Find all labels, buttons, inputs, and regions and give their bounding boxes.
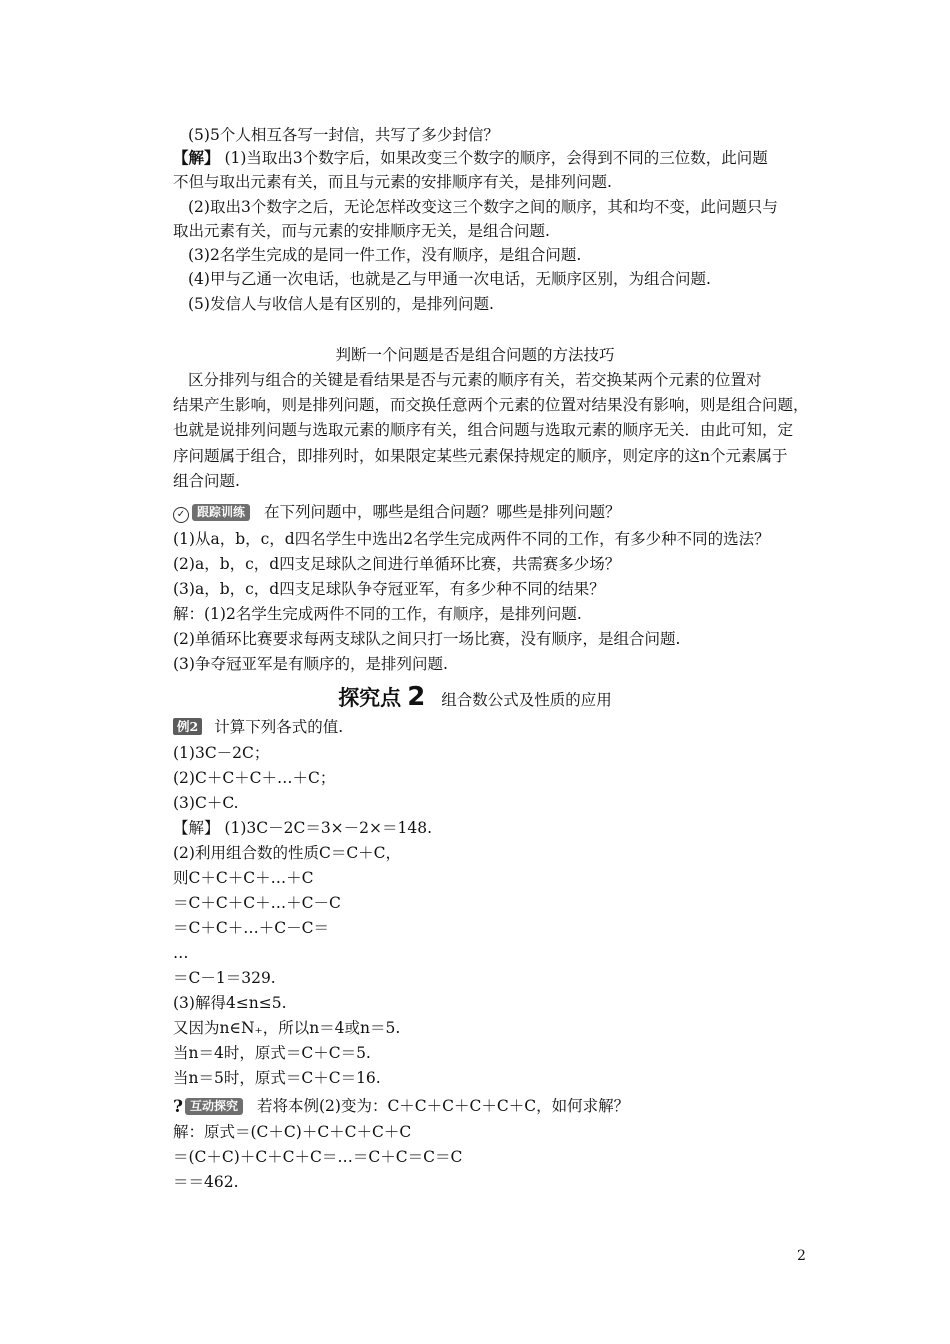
practice-item: (1)从a，b，c，d四名学生中选出2名学生完成两件不同的工作，有多少种不同的选法？: [173, 530, 770, 548]
example-header: [173, 717, 343, 737]
example-line: 则C＋C＋C＋…＋C: [173, 869, 314, 887]
method-title: 判断一个问题是否是组合问题的方法技巧: [335, 346, 615, 364]
solution-line-5: (3)2名学生完成的是同一件工作，没有顺序，是组合问题.: [188, 246, 582, 264]
section-title: 探究点: [338, 686, 402, 710]
practice-item: (3)争夺冠亚军是有顺序的，是排列问题.: [173, 655, 448, 673]
practice-item: 解：(1)2名学生完成两件不同的工作，有顺序，是排列问题.: [173, 605, 582, 623]
method-line-4: 序问题属于组合，即排列时，如果限定某些元素保持规定的顺序，则定序的这n个元素属于: [173, 447, 788, 465]
example-line: (2)利用组合数的性质C＝C＋C，: [173, 844, 402, 862]
practice-question: 在下列问题中，哪些是组合问题？哪些是排列问题？: [264, 503, 621, 521]
example-line: ＝C＋C＋…＋C－C＝: [173, 919, 329, 937]
solution-label: 【解】: [173, 148, 220, 167]
solution-line-2: 不但与取出元素有关，而且与元素的安排顺序有关，是排列问题.: [173, 173, 612, 191]
solution-line-6: (4)甲与乙通一次电话，也就是乙与甲通一次电话，无顺序区别，为组合问题.: [188, 270, 711, 288]
method-line-5: 组合问题.: [173, 472, 240, 490]
example-line: (3)C＋C.: [173, 794, 239, 812]
explore-line: 解：原式＝(C＋C)＋C＋C＋C＋C: [173, 1123, 412, 1141]
practice-tag: 跟踪训练: [192, 504, 250, 521]
checkmark-icon: ✓: [173, 507, 189, 523]
solution-line-1: [173, 148, 768, 168]
section-heading: [0, 683, 950, 714]
example-line: ＝C＋C＋C＋…＋C－C: [173, 894, 341, 912]
example-tag: 例2: [173, 718, 202, 735]
explore-line: ＝(C＋C)＋C＋C＋C＝…＝C＋C＝C＝C: [173, 1148, 463, 1166]
example-line: 当n＝4时，原式＝C＋C＝5.: [173, 1044, 371, 1062]
practice-header: [173, 502, 621, 523]
line-q5: (5)5个人相互各写一封信，共写了多少封信？: [188, 126, 499, 144]
practice-item: (3)a，b，c，d四支足球队争夺冠亚军，有多少种不同的结果？: [173, 580, 605, 598]
example-line: (3)解得4≤n≤5.: [173, 994, 287, 1012]
practice-item: (2)单循环比赛要求每两支球队之间只打一场比赛，没有顺序，是组合问题.: [173, 630, 681, 648]
solution-line-3: (2)取出3个数字之后，无论怎样改变这三个数字之间的顺序，其和均不变，此问题只与: [188, 198, 778, 216]
method-line-2: 结果产生影响，则是排列问题，而交换任意两个元素的位置对结果没有影响，则是组合问题，: [173, 396, 809, 414]
example-question: 计算下列各式的值.: [214, 718, 344, 736]
solution-line-7: (5)发信人与收信人是有区别的，是排列问题.: [188, 295, 494, 313]
practice-item: (2)a，b，c，d四支足球队之间进行单循环比赛，共需赛多少场？: [173, 555, 621, 573]
section-subtitle: 组合数公式及性质的应用: [441, 691, 612, 709]
example-line: ＝C－1＝329.: [173, 969, 276, 987]
page-number: 2: [797, 1248, 806, 1264]
explore-tag: 互动探究: [185, 1098, 243, 1115]
solution-line-4: 取出元素有关，而与元素的安排顺序无关，是组合问题.: [173, 222, 550, 240]
method-line-3: 也就是说排列问题与选取元素的顺序有关，组合问题与选取元素的顺序无关．由此可知，定: [173, 421, 794, 439]
example-line: …: [173, 944, 189, 962]
solution-text: (1)当取出3个数字后，如果改变三个数字的顺序，会得到不同的三位数，此问题: [219, 149, 768, 167]
explore-line: ＝＝462.: [173, 1173, 239, 1191]
example-line: 又因为n∈N₊，所以n＝4或n＝5.: [173, 1019, 401, 1037]
section-number: 2: [407, 682, 426, 712]
method-line-1: 区分排列与组合的关键是看结果是否与元素的顺序有关，若交换某两个元素的位置对: [188, 371, 762, 389]
example-line: (1)3C－2C；: [173, 744, 270, 762]
example-line: (2)C＋C＋C＋…＋C；: [173, 769, 336, 787]
example-line: 【解】 (1)3C－2C＝3×－2×＝148.: [173, 819, 433, 837]
example-line: 当n＝5时，原式＝C＋C＝16.: [173, 1069, 381, 1087]
question-icon: ?: [173, 1097, 183, 1117]
explore-question: 若将本例(2)变为：C＋C＋C＋C＋C＋C，如何求解？: [256, 1097, 630, 1115]
explore-header: [173, 1096, 629, 1117]
